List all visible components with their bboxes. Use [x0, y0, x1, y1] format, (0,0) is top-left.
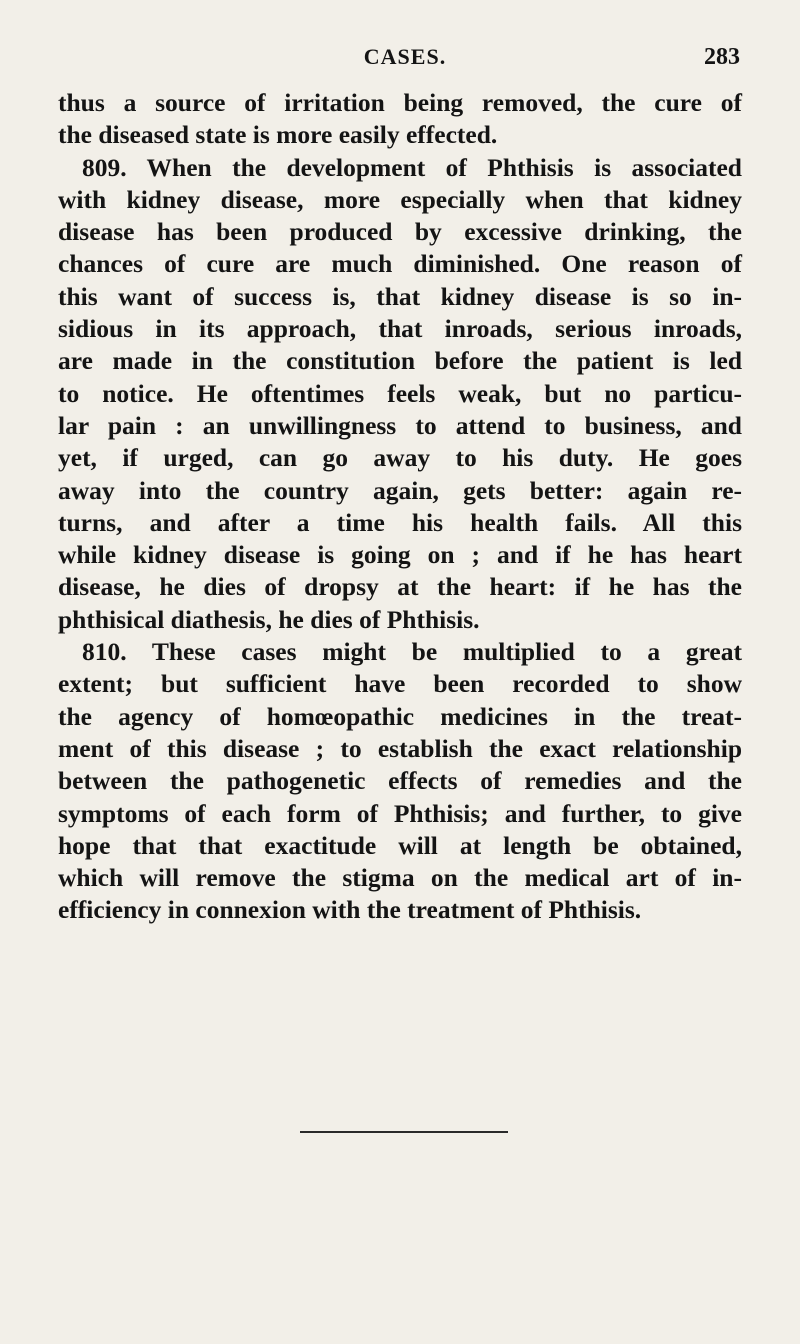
text-line: hope that that exactitude will at length be obtained,: [58, 830, 742, 860]
text-line: lar pain : an unwillingness to attend to business, and: [58, 410, 742, 440]
text-line: this want of success is, that kidney disease is so in-: [58, 281, 742, 311]
paragraph-809-start: 809. When the development of Phthisis is associated: [82, 152, 742, 182]
text-line: are made in the constitution before the patient is led: [58, 346, 742, 376]
text-line: away into the country again, gets better: again re-: [58, 475, 742, 505]
text-line: yet, if urged, can go away to his duty. He goes: [58, 443, 742, 473]
page-number: 283: [704, 44, 740, 70]
text-line: extent; but sufficient have been recorded to show: [58, 669, 742, 699]
text-line: with kidney disease, more especially when that kidney: [58, 184, 742, 214]
text-line: the diseased state is more easily effected.: [58, 120, 498, 150]
text-line: disease has been produced by excessive drinking, the: [58, 217, 742, 247]
text-line: between the pathogenetic effects of remedies and the: [58, 766, 742, 796]
text-line: symptoms of each form of Phthisis; and further, to give: [58, 798, 742, 828]
body-text: [58, 87, 742, 927]
text-line: turns, and after a time his health fails. All this: [58, 507, 742, 537]
text-line: disease, he dies of dropsy at the heart: if he has the: [58, 572, 742, 602]
running-head: [70, 44, 740, 78]
paragraph-810-start: 810. These cases might be multiplied to a great: [82, 637, 742, 667]
text-line: chances of cure are much diminished. One reason of: [58, 249, 742, 279]
text-line: which will remove the stigma on the medical art of in-: [58, 863, 742, 893]
text-line: thus a source of irritation being removed, the cure of: [58, 88, 742, 117]
text-line: ment of this disease ; to establish the exact relationship: [58, 733, 742, 763]
end-rule: [300, 1131, 508, 1133]
text-line: while kidney disease is going on ; and if he has heart: [58, 540, 742, 570]
text-line: sidious in its approach, that inroads, serious inroads,: [58, 314, 742, 344]
text-line: phthisical diathesis, he dies of Phthisis.: [58, 604, 480, 634]
running-title: CASES.: [363, 44, 447, 69]
text-line: efficiency in connexion with the treatment of Phthisis.: [58, 895, 642, 925]
text-line: the agency of homœopathic medicines in the treat-: [58, 701, 742, 731]
text-line: to notice. He oftentimes feels weak, but no particu-: [58, 378, 742, 408]
